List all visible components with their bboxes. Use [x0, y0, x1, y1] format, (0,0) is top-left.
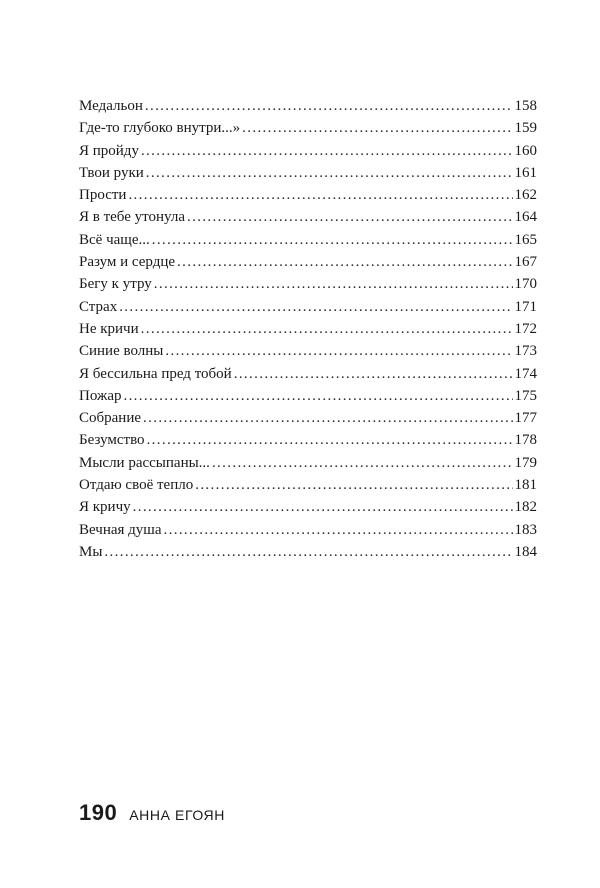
- toc-entry-title: Я в тебе утонула: [79, 209, 186, 226]
- dot-leader: [104, 541, 512, 563]
- toc-entry-title: Я бессильна пред тобой: [79, 365, 232, 382]
- dot-leader: [177, 251, 512, 273]
- toc-entry-title: Не кричи: [79, 320, 139, 337]
- dot-leader: [154, 273, 513, 295]
- toc-entry-title: Пожар: [79, 387, 122, 404]
- toc-entry-page: 171: [514, 298, 537, 315]
- dot-leader: [141, 318, 513, 340]
- toc-entry-title: Безумство: [79, 432, 145, 449]
- toc-entry-page: 177: [514, 410, 537, 427]
- toc-entry-page: 175: [514, 387, 537, 404]
- toc-entry: [79, 95, 537, 117]
- dot-leader: [212, 452, 513, 474]
- dot-leader: [234, 363, 513, 385]
- dot-leader: [123, 385, 512, 407]
- toc-entry: [79, 273, 537, 295]
- toc-entry-title: Синие волны: [79, 343, 164, 360]
- dot-leader: [143, 407, 512, 429]
- toc-entry-page: 174: [514, 365, 537, 382]
- toc-entry-title: Мы: [79, 543, 103, 560]
- toc-entry-page: 159: [514, 120, 537, 137]
- toc-entry: [79, 496, 537, 518]
- toc-entry-title: Я пройду: [79, 142, 139, 159]
- toc-entry: [79, 162, 537, 184]
- toc-entry-page: 161: [514, 164, 537, 181]
- toc-entry-page: 179: [514, 454, 537, 471]
- dot-leader: [147, 429, 513, 451]
- toc-entry-title: Где-то глубоко внутри...»: [79, 120, 241, 137]
- toc-entry: [79, 117, 537, 139]
- dot-leader: [187, 206, 512, 228]
- dot-leader: [119, 296, 512, 318]
- toc-entry: [79, 318, 537, 340]
- dot-leader: [164, 519, 513, 541]
- toc-entry-title: Собрание: [79, 410, 142, 427]
- toc-entry: [79, 519, 537, 541]
- dot-leader: [128, 184, 512, 206]
- toc-entry: [79, 251, 537, 273]
- toc-entry: [79, 452, 537, 474]
- toc-entry-page: 158: [514, 98, 537, 114]
- toc-entry-page: 165: [514, 231, 537, 248]
- page-footer: [79, 800, 225, 826]
- toc-entry: [79, 363, 537, 385]
- toc-entry: [79, 184, 537, 206]
- toc-entry: [79, 340, 537, 362]
- toc-entry: [79, 429, 537, 451]
- dot-leader: [195, 474, 512, 496]
- dot-leader: [242, 117, 512, 139]
- toc-entry-page: 183: [514, 521, 537, 538]
- toc-entry-page: 182: [514, 499, 537, 516]
- dot-leader: [146, 162, 513, 184]
- toc-entry-title: Мысли рассыпаны...: [79, 454, 210, 471]
- toc-entry: [79, 206, 537, 228]
- toc-entry-page: 184: [514, 543, 537, 560]
- toc-entry-page: 160: [514, 142, 537, 159]
- toc-entry-page: 178: [514, 432, 537, 449]
- toc-entry-page: 181: [514, 477, 537, 494]
- toc-entry: [79, 140, 537, 162]
- toc-entry-title: Страх: [79, 298, 118, 315]
- toc-entry: [79, 541, 537, 563]
- toc-entry-title: Отдаю своё тепло: [79, 477, 194, 494]
- toc-entry: [79, 296, 537, 318]
- toc-entry-page: 172: [514, 320, 537, 337]
- toc-entry-title: Бегу к утру: [79, 276, 152, 293]
- dot-leader: [165, 340, 512, 362]
- toc-entry-title: Разум и сердце: [79, 254, 176, 271]
- table-of-contents: [79, 95, 537, 563]
- dot-leader: [133, 496, 513, 518]
- dot-leader: [152, 229, 513, 251]
- toc-entry-page: 164: [514, 209, 537, 226]
- toc-entry: [79, 407, 537, 429]
- toc-entry-title: Я кричу: [79, 499, 131, 516]
- toc-entry-page: 162: [514, 187, 537, 204]
- toc-entry-title: Всё чаще...: [79, 231, 150, 248]
- dot-leader: [145, 95, 513, 117]
- toc-entry-page: 170: [514, 276, 537, 293]
- toc-entry: [79, 474, 537, 496]
- toc-entry: [79, 385, 537, 407]
- toc-entry-page: 167: [514, 254, 537, 271]
- author-running-head: АННА ЕГОЯН: [129, 807, 225, 823]
- toc-entry-title: Медальон: [79, 98, 143, 114]
- page-number: 190: [79, 800, 118, 825]
- toc-entry-title: Прости: [79, 187, 127, 204]
- toc-entry: [79, 229, 537, 251]
- toc-entry-title: Твои руки: [79, 164, 144, 181]
- toc-entry-page: 173: [514, 343, 537, 360]
- dot-leader: [141, 140, 513, 162]
- toc-entry-title: Вечная душа: [79, 521, 162, 538]
